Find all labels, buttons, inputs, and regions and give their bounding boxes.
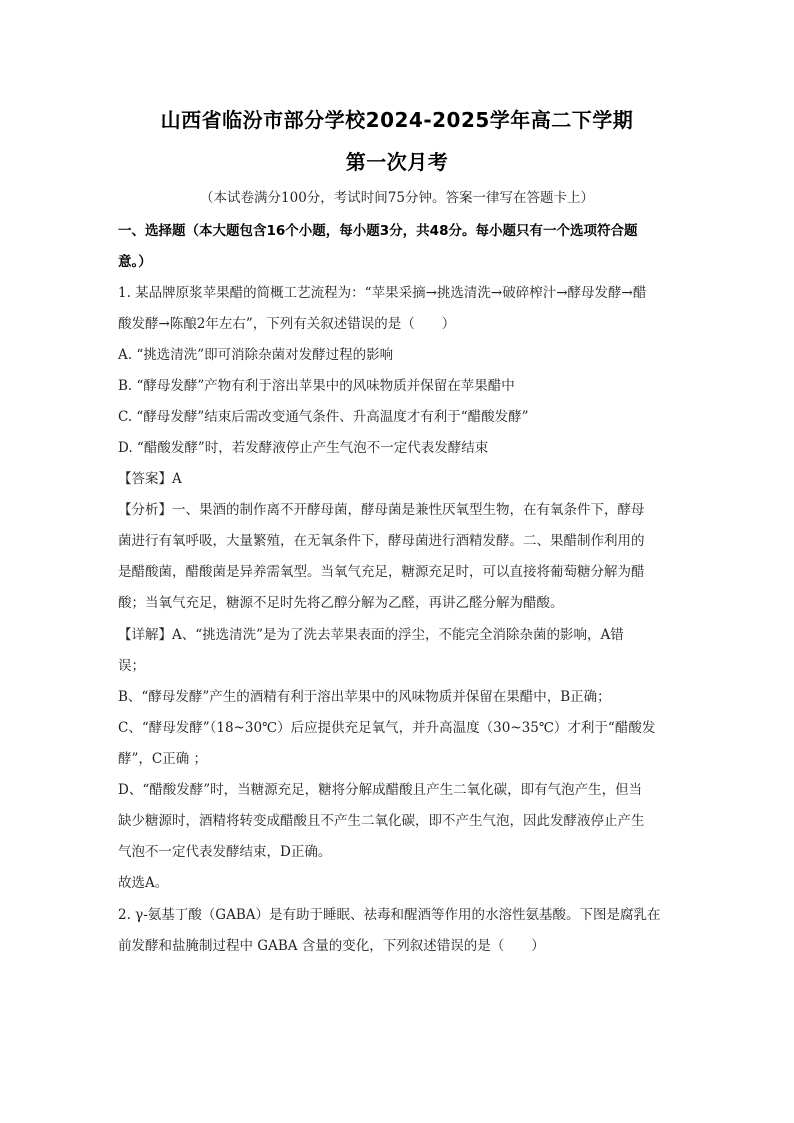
analysis-line: 菌进行有氧呼吸，大量繁殖，在无氧条件下，酵母菌进行酒精发酵。二、果醋制作利用的	[118, 533, 645, 549]
detail-line: 缺少糖源时，酒精将转变成醋酸且不产生二氧化碳，即不产生气泡，因此发酵液停止产生	[118, 813, 645, 829]
question-2-stem: 2. γ-氨基丁酸（GABA）是有助于睡眠、祛毒和醒酒等作用的水溶性氨基酸。下图是腐乳在	[118, 907, 661, 923]
question-1-option-d: D. “醋酸发酵”时，若发酵液停止产生气泡不一定代表发酵结束	[118, 440, 489, 456]
page-subtitle: 第一次月考	[345, 150, 449, 174]
detail-line: D、“醋酸发酵”时，当糖源充足，糖将分解成醋酸且产生二氧化碳，即有气泡产生，但当	[118, 782, 643, 798]
analysis-line: 酸；当氧气充足，糖源不足时先将乙醇分解为乙醛，再讲乙醛分解为醋酸。	[118, 595, 564, 611]
question-1-option-c: C. “酵母发酵”结束后需改变通气条件、升高温度才有利于“醋酸发酵”	[118, 409, 529, 425]
detail-line: 【详解】A、“挑选清洗”是为了洗去苹果表面的浮尘，不能完全消除杂菌的影响，A错	[118, 627, 624, 643]
question-1-stem-cont: 酸发酵→陈酿2年左右”，下列有关叙述错误的是（ ）	[118, 316, 456, 332]
analysis-line: 是醋酸菌，醋酸菌是异养需氧型。当氧气充足，糖源充足时，可以直接将葡萄糖分解为醋	[118, 564, 645, 580]
question-1-option-b: B. “酵母发酵”产物有利于溶出苹果中的风味物质并保留在苹果醋中	[118, 378, 515, 394]
analysis-line: 【分析】一、果酒的制作离不开酵母菌，酵母菌是兼性厌氧型生物，在有氧条件下，酵母	[118, 502, 645, 518]
detail-line: B、“酵母发酵”产生的酒精有利于溶出苹果中的风味物质并保留在果醋中，B正确；	[118, 689, 611, 705]
conclusion: 故选A。	[118, 875, 169, 891]
detail-line: 气泡不一定代表发酵结束，D正确。	[118, 844, 332, 860]
section-heading: 一、选择题（本大题包含16个小题，每小题3分，共48分。每小题只有一个选项符合题	[118, 223, 638, 239]
question-2-stem-cont: 前发酵和盐腌制过程中 GABA 含量的变化，下列叙述错误的是（ ）	[118, 938, 545, 954]
answer: 【答案】A	[118, 471, 182, 487]
exam-note: （本试卷满分100分，考试时间75分钟。答案一律写在答题卡上）	[200, 190, 594, 206]
detail-line: 酵”，C正确 ；	[118, 751, 208, 767]
question-1-option-a: A. “挑选清洗”即可消除杂菌对发酵过程的影响	[118, 347, 394, 363]
section-heading-cont: 意。）	[118, 254, 152, 270]
detail-line: C、“酵母发酵”（18~30℃）后应提供充足氧气，并升高温度（30~35℃）才利于“醋酸发	[118, 720, 656, 736]
question-1-stem: 1. 某品牌原浆苹果醋的简概工艺流程为：“苹果采摘→挑选清洗→破碎榨汁→酵母发酵→醋	[118, 285, 647, 301]
page-title: 山西省临汾市部分学校2024-2025学年高二下学期	[160, 108, 634, 132]
detail-line: 误；	[118, 658, 145, 674]
